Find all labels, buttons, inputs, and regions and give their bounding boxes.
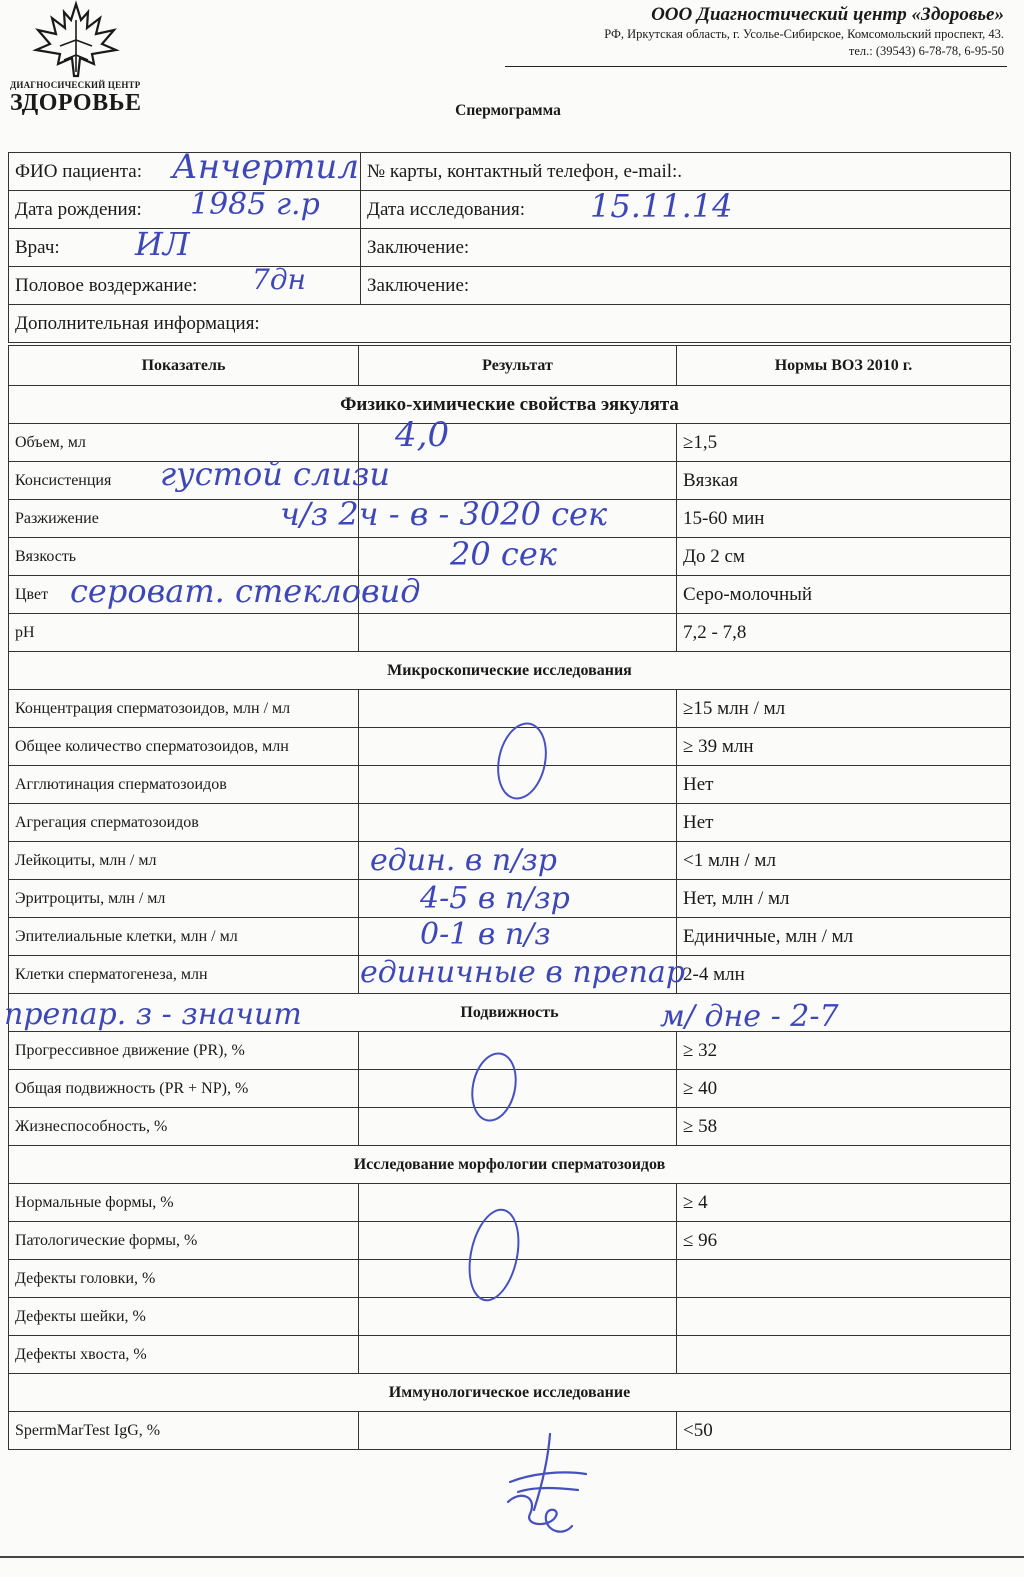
norm-value: <50: [677, 1412, 1011, 1450]
handwritten-consistency: густой слизи: [160, 455, 391, 493]
result-cell: [359, 1260, 677, 1298]
norm-value: Нет, млн / мл: [677, 880, 1011, 918]
section-header-row: [9, 1374, 1011, 1412]
norm-value: <1 млн / мл: [677, 842, 1011, 880]
result-cell: [359, 804, 677, 842]
norm-value: [677, 1336, 1011, 1374]
norm-value: Серо-молочный: [677, 576, 1011, 614]
result-cell: [359, 1070, 677, 1108]
table-row: [9, 804, 1011, 842]
abstinence-label: Половое воздержание:: [9, 267, 361, 305]
parameter-name: Жизнеспособность, %: [9, 1108, 359, 1146]
table-row: [9, 462, 1011, 500]
norm-value: ≥15 млн / мл: [677, 690, 1011, 728]
norm-value: [677, 1260, 1011, 1298]
parameter-name: Разжижение: [9, 500, 359, 538]
norm-value: ≤ 96: [677, 1222, 1011, 1260]
card-label: № карты, контактный телефон, e-mail:.: [361, 153, 1011, 191]
table-row: [9, 690, 1011, 728]
org-phone: тел.: (39543) 6-78-78, 6-95-50: [848, 44, 1004, 58]
handwritten-margin-note: препар. з - значит: [4, 997, 302, 1032]
norm-value: ≥ 4: [677, 1184, 1011, 1222]
section-title: Микроскопические исследования: [9, 652, 1011, 690]
result-cell: [359, 462, 677, 500]
norm-value: ≥1,5: [677, 424, 1011, 462]
page-title: Спермограмма: [455, 102, 561, 119]
exam-date-label: Дата исследования:: [361, 191, 1011, 229]
parameter-name: Дефекты головки, %: [9, 1260, 359, 1298]
result-cell: [359, 1298, 677, 1336]
column-header: Результат: [359, 346, 677, 386]
table-row: [9, 1108, 1011, 1146]
handwritten-viscosity: 20 сек: [450, 535, 557, 573]
handwritten-color: сероват. стекловид: [70, 572, 421, 610]
conclusion-label: Заключение:: [361, 267, 1011, 305]
parameter-name: Клетки сперматогенеза, млн: [9, 956, 359, 994]
doctor-label: Врач:: [9, 229, 361, 267]
fio-label: ФИО пациента:: [9, 153, 361, 191]
table-row: [9, 614, 1011, 652]
logo-title: ЗДОРОВЬЕ: [10, 90, 142, 116]
result-cell: [359, 1336, 677, 1374]
parameter-name: Патологические формы, %: [9, 1222, 359, 1260]
result-cell: [359, 614, 677, 652]
parameter-name: Эпителиальные клетки, млн / мл: [9, 918, 359, 956]
norm-value: Вязкая: [677, 462, 1011, 500]
maple-leaf-icon: [30, 0, 122, 78]
section-title: Подвижность: [9, 994, 1011, 1032]
table-header-row: [9, 346, 1011, 386]
table-row: [9, 1336, 1011, 1374]
parameter-name: Концентрация сперматозоидов, млн / мл: [9, 690, 359, 728]
dob-label: Дата рождения:: [9, 191, 361, 229]
parameter-name: Нормальные формы, %: [9, 1184, 359, 1222]
handwritten-spermatogenesis: единичные в препар: [360, 955, 686, 990]
parameter-name: Дефекты хвоста, %: [9, 1336, 359, 1374]
norm-value: Нет: [677, 766, 1011, 804]
norm-value: До 2 см: [677, 538, 1011, 576]
handwritten-fio: Анчертил: [172, 147, 359, 187]
handwritten-exam-date: 15.11.14: [590, 187, 733, 225]
parameter-name: Консистенция: [9, 462, 359, 500]
result-cell: [359, 1032, 677, 1070]
header-divider: [505, 66, 1007, 67]
parameter-name: Цвет: [9, 576, 359, 614]
handwritten-abstinence: 7дн: [252, 263, 307, 296]
norm-value: ≥ 39 млн: [677, 728, 1011, 766]
section-header-row: [9, 386, 1011, 424]
norm-value: Нет: [677, 804, 1011, 842]
conclusion-label: Заключение:: [361, 229, 1011, 267]
parameter-name: Вязкость: [9, 538, 359, 576]
parameter-name: Дефекты шейки, %: [9, 1298, 359, 1336]
parameter-name: Эритроциты, млн / мл: [9, 880, 359, 918]
parameter-name: SpermMarTest IgG, %: [9, 1412, 359, 1450]
parameter-name: Общая подвижность (PR + NP), %: [9, 1070, 359, 1108]
parameter-name: pH: [9, 614, 359, 652]
logo-subtitle: ДИАГНОСИЧЕСКИЙ ЦЕНТР: [10, 80, 141, 90]
handwritten-erythrocytes: 4-5 в п/зр: [420, 881, 570, 916]
parameter-name: Агрегация сперматозоидов: [9, 804, 359, 842]
section-header-row: [9, 652, 1011, 690]
section-title: Физико-химические свойства эякулята: [9, 386, 1011, 424]
org-name: ООО Диагностический центр «Здоровье»: [651, 4, 1004, 25]
handwritten-dob: 1985 г.р: [190, 187, 320, 222]
norm-value: 2-4 млн: [677, 956, 1011, 994]
parameter-name: Агглютинация сперматозоидов: [9, 766, 359, 804]
norm-value: 7,2 - 7,8: [677, 614, 1011, 652]
handwritten-volume: 4,0: [395, 415, 450, 455]
result-cell: [359, 1184, 677, 1222]
column-header: Показатель: [9, 346, 359, 386]
norm-value: Единичные, млн / мл: [677, 918, 1011, 956]
table-row: [9, 424, 1011, 462]
handwritten-doctor: ИЛ: [135, 225, 190, 263]
result-cell: [359, 1108, 677, 1146]
org-address: РФ, Иркутская область, г. Усолье-Сибирское, Комсомольский проспект, 43.: [604, 27, 1004, 41]
parameter-name: Лейкоциты, млн / мл: [9, 842, 359, 880]
extra-info-label: Дополнительная информация:: [9, 305, 1011, 343]
page-bottom-edge: [0, 1556, 1024, 1558]
parameter-name: Прогрессивное движение (PR), %: [9, 1032, 359, 1070]
norm-value: [677, 1298, 1011, 1336]
handwritten-liquefaction: ч/з 2ч - в - 3020 сек: [280, 495, 608, 533]
norm-value: ≥ 58: [677, 1108, 1011, 1146]
parameter-name: Общее количество сперматозоидов, млн: [9, 728, 359, 766]
section-title: Иммунологическое исследование: [9, 1374, 1011, 1412]
handwritten-motility-note: м/ дне - 2-7: [660, 999, 839, 1034]
handwritten-epithelial: 0-1 в п/з: [420, 917, 551, 952]
handwritten-leukocytes: един. в п/зр: [370, 843, 557, 878]
norm-value: 15-60 мин: [677, 500, 1011, 538]
section-header-row: [9, 1146, 1011, 1184]
norm-value: ≥ 40: [677, 1070, 1011, 1108]
doctor-signature-icon: [490, 1430, 600, 1540]
parameter-name: Объем, мл: [9, 424, 359, 462]
section-title: Исследование морфологии сперматозоидов: [9, 1146, 1011, 1184]
org-info: [604, 4, 1004, 60]
norm-value: ≥ 32: [677, 1032, 1011, 1070]
table-row: [9, 1298, 1011, 1336]
column-header: Нормы ВОЗ 2010 г.: [677, 346, 1011, 386]
result-cell: [359, 690, 677, 728]
